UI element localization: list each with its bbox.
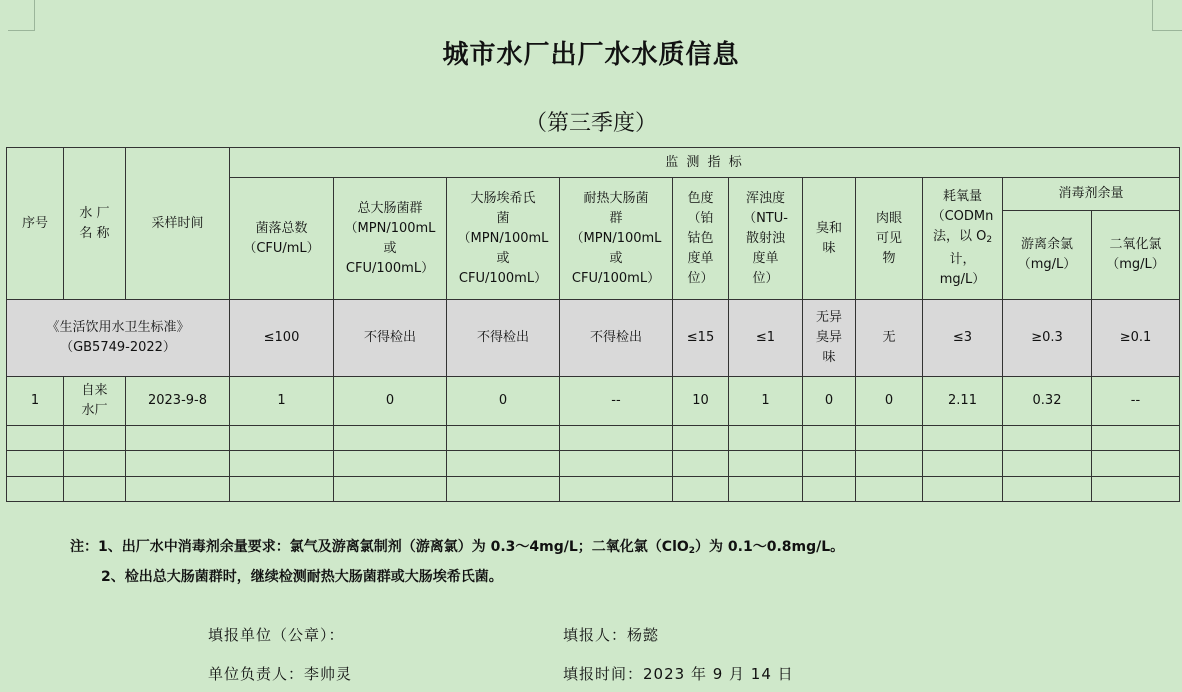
unit-leader: 单位负责人：李帅灵 — [208, 665, 353, 683]
empty-row — [7, 477, 1180, 502]
header-free-chlorine: 游离余氯 （mg/L） — [1003, 211, 1092, 300]
standard-oxygen: ≤3 — [923, 300, 1003, 377]
header-chroma: 色度 （铂 钴色 度单 位） — [673, 178, 729, 300]
note-2: 2、检出总大肠菌群时，继续检测耐热大肠菌群或大肠埃希氏菌。 — [101, 569, 503, 585]
row-plant-name: 自来 水厂 — [64, 377, 126, 426]
header-chlorine-dioxide: 二氧化氯 （mg/L） — [1092, 211, 1180, 300]
header-e-coli: 大肠埃希氏 菌 （MPN/100mL 或 CFU/100mL） — [447, 178, 560, 300]
report-date: 填报时间：2023 年 9 月 14 日 — [563, 665, 794, 683]
reporting-unit-label: 填报单位（公章）： — [208, 626, 345, 644]
header-plant-name: 水 厂 名 称 — [64, 148, 126, 300]
notes — [70, 534, 844, 590]
standard-value: 不得检出 — [334, 300, 447, 377]
standard-row — [7, 300, 1180, 377]
header-oxygen-consumption: 耗氧量 （CODMn 法，以 $O_2$ 计， mg/L） — [923, 178, 1003, 300]
standard-value: ≤1 — [729, 300, 803, 377]
page-corner-mark — [1152, 0, 1182, 31]
standard-visible: 无 — [856, 300, 923, 377]
row-value: -- — [1092, 377, 1180, 426]
empty-row — [7, 426, 1180, 451]
standard-odor: 无异 臭异 味 — [803, 300, 856, 377]
header-thermotolerant-coliform: 耐热大肠菌 群 （MPN/100mL 或 CFU/100mL） — [560, 178, 673, 300]
standard-value: 不得检出 — [560, 300, 673, 377]
standard-value: ≤15 — [673, 300, 729, 377]
row-value: 1 — [230, 377, 334, 426]
header-total-colony: 菌落总数 （CFU/mL） — [230, 178, 334, 300]
standard-value: ≤100 — [230, 300, 334, 377]
page-corner-mark — [8, 0, 35, 31]
header-turbidity: 浑浊度 （NTU- 散射浊 度单 位） — [729, 178, 803, 300]
row-value: 0 — [803, 377, 856, 426]
row-value: 1 — [729, 377, 803, 426]
row-value: 2.11 — [923, 377, 1003, 426]
table-row — [7, 377, 1180, 426]
document-title: 城市水厂出厂水水质信息 — [442, 40, 740, 70]
header-monitoring-indicators: 监 测 指 标 — [230, 148, 1180, 178]
reporter: 填报人：杨懿 — [563, 626, 660, 644]
row-value: 0.32 — [1003, 377, 1092, 426]
standard-chlorine-dioxide: ≥0.1 — [1092, 300, 1180, 377]
row-value: 10 — [673, 377, 729, 426]
standard-value: 不得检出 — [447, 300, 560, 377]
note-1: 注：1、出厂水中消毒剂余量要求：氯气及游离氯制剂（游离氯）为 0.3～4mg/L；二氧化氯（ClO$_2$）为 0.1～0.8mg/L。 — [70, 539, 845, 556]
row-seq: 1 — [7, 377, 64, 426]
row-value: 0 — [856, 377, 923, 426]
standard-free-chlorine: ≥0.3 — [1003, 300, 1092, 377]
row-value: 0 — [447, 377, 560, 426]
empty-row — [7, 451, 1180, 477]
header-sampling-time: 采样时间 — [126, 148, 230, 300]
header-odor-taste: 臭和 味 — [803, 178, 856, 300]
header-visible-matter: 肉眼 可见 物 — [856, 178, 923, 300]
document-subtitle: （第三季度） — [524, 111, 657, 136]
water-quality-table — [6, 147, 1180, 502]
header-seq: 序号 — [7, 148, 64, 300]
standard-name: 《生活饮用水卫生标准》 （GB5749-2022） — [7, 300, 230, 377]
row-sampling-time: 2023-9-8 — [126, 377, 230, 426]
header-total-coliform: 总大肠菌群 （MPN/100mL 或 CFU/100mL） — [334, 178, 447, 300]
row-value: 0 — [334, 377, 447, 426]
header-disinfectant-residual: 消毒剂余量 — [1003, 178, 1180, 211]
row-value: -- — [560, 377, 673, 426]
